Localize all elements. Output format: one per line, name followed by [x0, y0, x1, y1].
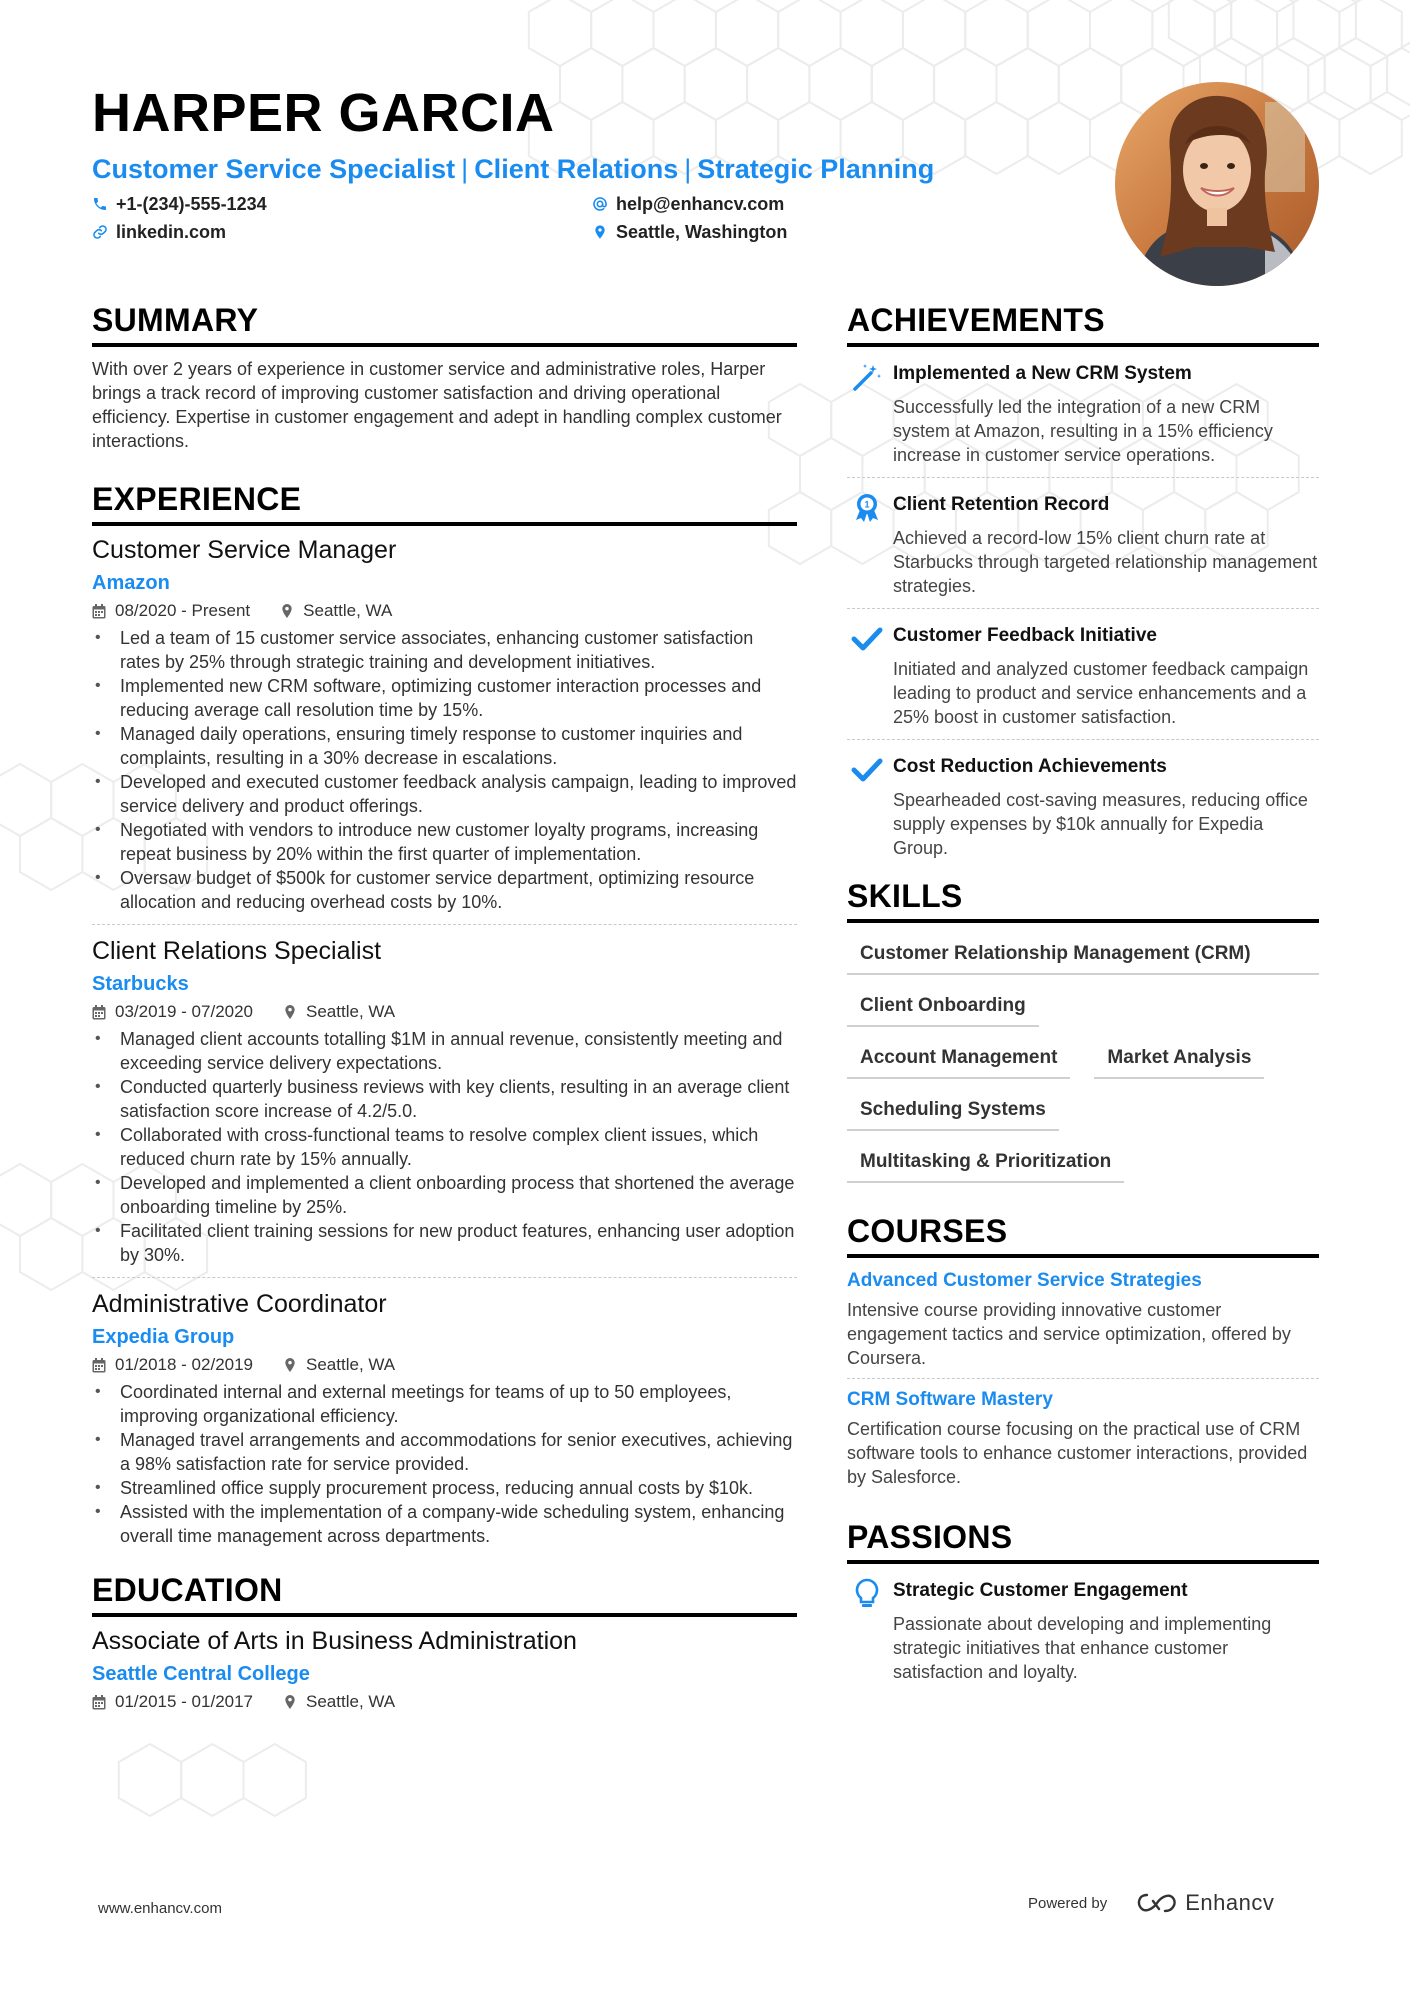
job-location [283, 1354, 395, 1376]
contact-phone[interactable] [92, 192, 592, 216]
email-address: help@enhancv.com [616, 194, 785, 214]
education-dates: 01/2015 - 01/2017 [115, 1692, 254, 1711]
job-location-text: Seattle, WA [303, 601, 393, 620]
candidate-tagline [92, 152, 1092, 186]
summary-section [92, 300, 797, 453]
hexagon-shape [1090, 0, 1152, 66]
achievement-title: Cost Reduction Achievements [893, 756, 1167, 777]
passion-title: Strategic Customer Engagement [893, 1580, 1188, 1601]
experience-heading: EXPERIENCE [92, 479, 797, 526]
experience-list [92, 534, 797, 1558]
candidate-name: HARPER GARCIA [92, 83, 555, 143]
experience-section [92, 479, 797, 1558]
education-heading: EDUCATION [92, 1570, 797, 1617]
enhancv-logo-icon [1135, 1891, 1179, 1915]
hexagon-shape [0, 764, 51, 836]
education-location [283, 1691, 395, 1713]
location-pin-icon [592, 224, 608, 240]
linkedin-url: linkedin.com [116, 222, 227, 242]
achievement-item [847, 739, 1319, 870]
hexagon-shape [1325, 38, 1387, 110]
location-pin-icon [280, 603, 294, 619]
contact-linkedin[interactable] [92, 220, 592, 244]
achievement-body [893, 623, 1319, 729]
checkmark-icon [851, 754, 883, 786]
calendar-icon [92, 604, 106, 619]
hexagon-shape [0, 1164, 51, 1236]
experience-item [92, 924, 797, 1277]
job-bullet: • Implemented new CRM software, optimizing customer interaction processes and reducing average call resolution time by 15%. [92, 674, 797, 722]
passions-heading: PASSIONS [847, 1517, 1319, 1564]
magic-wand-icon [851, 361, 883, 393]
achievement-item [847, 477, 1319, 608]
hexagon-shape [1371, 48, 1410, 120]
hexagon-shape [965, 0, 1027, 66]
footer-branding [1028, 1890, 1274, 1916]
achievement-body [893, 361, 1319, 467]
hexagon-shape [778, 0, 840, 66]
achievement-description: Successfully led the integration of a new CRM system at Amazon, resulting in a 15% efficiency increase in customer service operations. [893, 397, 1273, 465]
skill-tag: Customer Relationship Management (CRM) [847, 931, 1319, 975]
job-dates: 08/2020 - Present [115, 601, 251, 620]
location-pin-icon [283, 1357, 297, 1373]
tagline-separator: | [461, 154, 469, 184]
tagline-role-2: Client Relations [474, 154, 679, 184]
company-name: Starbucks [92, 973, 189, 995]
enhancv-logo[interactable] [1135, 1890, 1274, 1916]
hexagon-shape [1308, 48, 1370, 120]
course-description: Certification course focusing on the practical use of CRM software tools to enhance customer interactions, provided by Salesforce. [847, 1419, 1308, 1487]
job-bullets [92, 1027, 797, 1267]
hexagon-shape [244, 1744, 306, 1816]
enhancv-brand-text: Enhancv [1185, 1890, 1275, 1915]
achievement-title: Client Retention Record [893, 494, 1110, 515]
achievements-list [847, 347, 1319, 870]
profile-photo-illustration [1115, 82, 1319, 286]
hexagon-shape [1215, 0, 1277, 66]
phone-number: +1-(234)-555-1234 [116, 194, 267, 214]
education-meta [92, 1691, 797, 1713]
location-pin-icon [283, 1004, 297, 1020]
education-location-text: Seattle, WA [306, 1692, 396, 1711]
achievement-icon-wrap [847, 361, 893, 467]
courses-list [847, 1260, 1319, 1497]
job-bullet: • Negotiated with vendors to introduce new customer loyalty programs, increasing repeat business by 20% within the first quarter of implementation. [92, 818, 797, 866]
hexagon-shape [529, 0, 591, 66]
job-dates: 03/2019 - 07/2020 [115, 1002, 254, 1021]
courses-section [847, 1211, 1319, 1497]
award-ribbon-icon [851, 492, 883, 524]
checkmark-icon [851, 623, 883, 655]
hexagon-shape [1339, 102, 1401, 174]
right-column [847, 300, 1319, 1694]
job-bullet: • Developed and executed customer feedback analysis campaign, leading to improved service delivery and product offerings. [92, 770, 797, 818]
job-bullet: • Assisted with the implementation of a company-wide scheduling system, enhancing overall time management across departments. [92, 1500, 797, 1548]
achievement-description: Initiated and analyzed customer feedback campaign leading to product and service enhancements and a 25% boost in customer satisfaction. [893, 659, 1309, 727]
svg-text:1: 1 [864, 499, 870, 510]
skills-list [847, 923, 1319, 1191]
achievement-icon-wrap [847, 492, 893, 598]
skill-tag: Client Onboarding [847, 983, 1039, 1027]
job-bullets [92, 626, 797, 914]
contact-email[interactable] [592, 192, 892, 216]
link-icon [92, 224, 108, 240]
hexagon-shape [181, 1744, 243, 1816]
job-bullet: • Managed travel arrangements and accommodations for senior executives, achieving a 98% satisfaction rate for service provided. [92, 1428, 797, 1476]
job-bullet: • Streamlined office supply procurement process, reducing annual costs by $10k. [92, 1476, 797, 1500]
achievement-body [893, 492, 1319, 598]
tagline-role-1: Customer Service Specialist [92, 154, 456, 184]
skills-heading: SKILLS [847, 876, 1319, 923]
calendar-icon [92, 1005, 106, 1020]
course-description: Intensive course providing innovative customer engagement tactics and service optimization, offered by Coursera. [847, 1300, 1291, 1368]
resume-header [92, 80, 1092, 244]
achievement-icon-wrap [847, 754, 893, 860]
achievements-section [847, 300, 1319, 870]
skill-tag: Account Management [847, 1035, 1070, 1079]
job-title: Customer Service Manager [92, 536, 397, 564]
company-name: Expedia Group [92, 1326, 235, 1348]
education-degree: Associate of Arts in Business Administration [92, 1627, 577, 1655]
hexagon-shape [1387, 38, 1410, 110]
hexagon-shape [841, 0, 903, 66]
achievement-icon-wrap [847, 623, 893, 729]
job-title: Administrative Coordinator [92, 1290, 387, 1318]
footer-website[interactable]: www.enhancv.com [98, 1900, 222, 1917]
achievement-description: Spearheaded cost-saving measures, reducing office supply expenses by $10k annually for Expedia Group. [893, 790, 1308, 858]
company-name: Amazon [92, 572, 170, 594]
course-item [847, 1378, 1319, 1497]
job-bullet: • Facilitated client training sessions for new product features, enhancing user adoption by 30%. [92, 1219, 797, 1267]
passion-description: Passionate about developing and implementing strategic initiatives that enhance customer satisfaction and loyalty. [893, 1614, 1272, 1682]
course-title: Advanced Customer Service Strategies [847, 1270, 1202, 1291]
tagline-role-3: Strategic Planning [697, 154, 935, 184]
achievement-item [847, 608, 1319, 739]
left-column [92, 300, 797, 1713]
job-location [283, 1001, 395, 1023]
job-title: Client Relations Specialist [92, 937, 382, 965]
hexagon-shape [1028, 0, 1090, 66]
hexagon-shape [1152, 0, 1214, 66]
achievement-body [893, 754, 1319, 860]
job-bullet: • Coordinated internal and external meetings for teams of up to 50 employees, improving organizational efficiency. [92, 1380, 797, 1428]
passions-list [847, 1564, 1319, 1694]
summary-heading: SUMMARY [92, 300, 797, 347]
course-title: CRM Software Mastery [847, 1389, 1053, 1410]
footer-powered-by: Powered by [1028, 1894, 1108, 1912]
skills-section [847, 876, 1319, 1191]
experience-item [92, 1277, 797, 1558]
passion-icon-wrap [847, 1578, 893, 1684]
job-bullets [92, 1380, 797, 1548]
skill-tag: Scheduling Systems [847, 1087, 1059, 1131]
job-meta [92, 600, 797, 622]
job-bullet: • Led a team of 15 customer service associates, enhancing customer satisfaction rates by 25% through strategic training and development initiatives. [92, 626, 797, 674]
phone-icon [92, 196, 108, 212]
job-meta [92, 1001, 797, 1023]
calendar-icon [92, 1358, 106, 1373]
hexagon-shape [716, 0, 778, 66]
lightbulb-icon [851, 1578, 883, 1610]
location-text: Seattle, Washington [616, 222, 788, 242]
hexagon-shape [119, 1744, 181, 1816]
job-bullet: • Developed and implemented a client onboarding process that shortened the average onboarding timeline by 25%. [92, 1171, 797, 1219]
job-dates: 01/2018 - 02/2019 [115, 1355, 254, 1374]
achievement-title: Customer Feedback Initiative [893, 625, 1157, 646]
hexagon-shape [1339, 0, 1401, 66]
achievement-description: Achieved a record-low 15% client churn rate at Starbucks through targeted relationship management strategies. [893, 528, 1318, 596]
job-meta [92, 1354, 797, 1376]
contact-info [92, 192, 1092, 244]
achievement-item [847, 347, 1319, 477]
hexagon-shape [903, 0, 965, 66]
job-location-text: Seattle, WA [306, 1002, 396, 1021]
at-sign-icon [592, 196, 608, 212]
job-location-text: Seattle, WA [306, 1355, 396, 1374]
summary-text: With over 2 years of experience in customer service and administrative roles, Harper brings a track record of improving customer satisfaction and driving operational efficiency. Expertise in customer engagement and adept in handling complex customer interactions. [92, 359, 782, 451]
calendar-icon [92, 1695, 106, 1710]
job-bullet: • Conducted quarterly business reviews with key clients, resulting in an average client satisfaction score increase of 4.2/5.0. [92, 1075, 797, 1123]
education-section [92, 1570, 797, 1713]
job-bullet: • Managed daily operations, ensuring timely response to customer inquiries and complaints, resulting in a 30% decrease in escalations. [92, 722, 797, 770]
hexagon-shape [654, 0, 716, 66]
passions-section [847, 1517, 1319, 1694]
hexagon-shape [591, 0, 653, 66]
hexagon-shape [20, 1218, 82, 1290]
tagline-separator: | [684, 154, 692, 184]
experience-item [92, 534, 797, 924]
passion-item [847, 1564, 1319, 1694]
hexagon-shape [1277, 0, 1339, 66]
job-bullet: • Collaborated with cross-functional teams to resolve complex client issues, which reduced churn rate by 15% annually. [92, 1123, 797, 1171]
job-location [280, 600, 392, 622]
location-pin-icon [283, 1694, 297, 1710]
course-item [847, 1260, 1319, 1378]
achievements-heading: ACHIEVEMENTS [847, 300, 1319, 347]
passion-body [893, 1578, 1319, 1684]
skill-tag: Multitasking & Prioritization [847, 1139, 1124, 1183]
job-bullet: • Managed client accounts totalling $1M in annual revenue, consistently meeting and exceeding service delivery expectations. [92, 1027, 797, 1075]
job-bullet: • Oversaw budget of $500k for customer service department, optimizing resource allocation and reducing overhead costs by 10%. [92, 866, 797, 914]
profile-photo [1115, 82, 1319, 286]
hexagon-shape [20, 818, 82, 890]
courses-heading: COURSES [847, 1211, 1319, 1258]
contact-location [592, 220, 892, 244]
achievement-title: Implemented a New CRM System [893, 363, 1192, 384]
skill-tag: Market Analysis [1094, 1035, 1264, 1079]
education-school: Seattle Central College [92, 1663, 310, 1685]
